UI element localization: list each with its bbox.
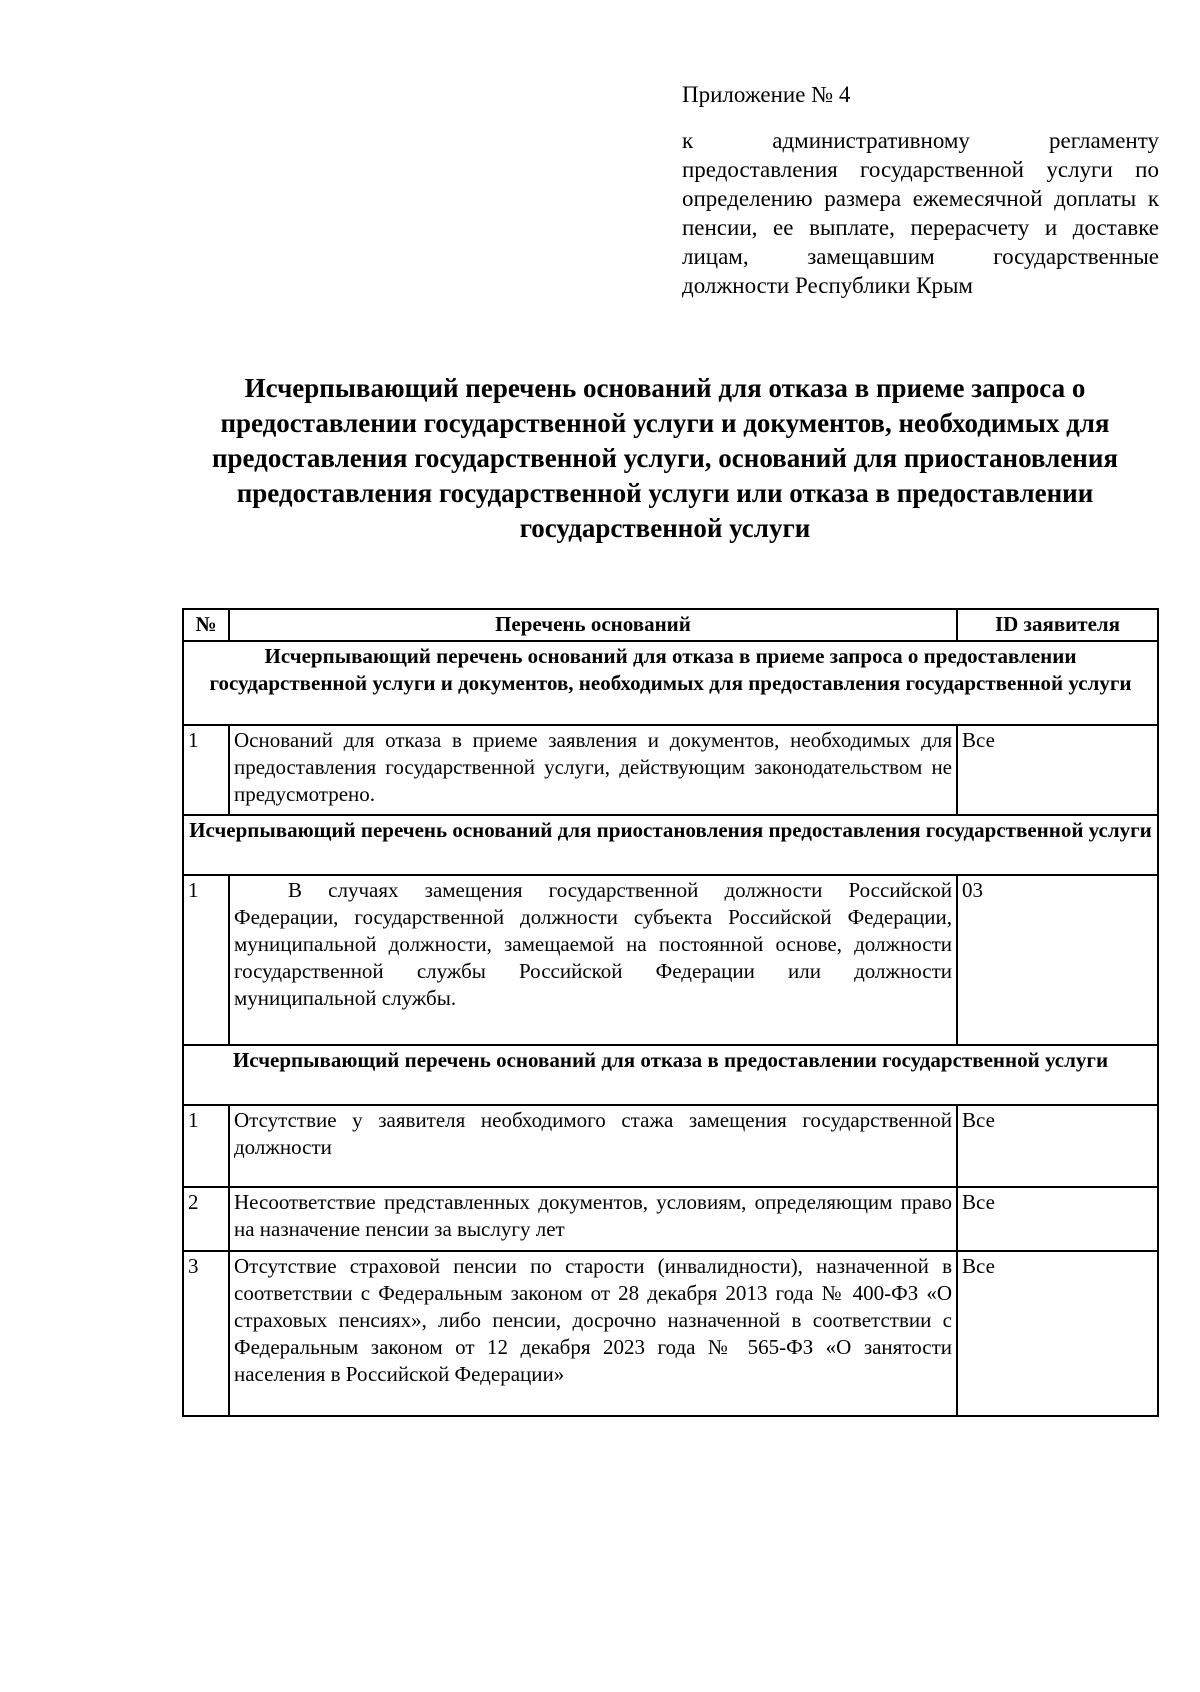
document-title: Исчерпывающий перечень оснований для отказа в приеме запроса о предоставлении государственной услуги и документов, необходимых для предоставления государственной услуги, оснований для приостановления предоставления государственной услуги или отказа в предоставлении государственной услуги bbox=[211, 373, 1118, 543]
row-applicant-id: Все bbox=[957, 1105, 1158, 1187]
table-row bbox=[183, 1251, 1158, 1416]
row-text: Отсутствие у заявителя необходимого стажа замещения государственной должности bbox=[229, 1105, 957, 1187]
section-title: Исчерпывающий перечень оснований для отказа в приеме запроса о предоставлении государственной услуги и документов, необходимых для предоставления государственной услуги bbox=[183, 641, 1158, 725]
appendix-title: Приложение № 4 bbox=[682, 82, 851, 107]
row-number: 1 bbox=[183, 725, 229, 815]
section-title: Исчерпывающий перечень оснований для приостановления предоставления государственной услуги bbox=[183, 815, 1158, 875]
row-text: Несоответствие представленных документов, условиям, определяющим право на назначение пенсии за выслугу лет bbox=[229, 1187, 957, 1251]
row-applicant-id: Все bbox=[957, 1187, 1158, 1251]
header-num: № bbox=[183, 609, 229, 641]
header-applicant-id: ID заявителя bbox=[957, 609, 1158, 641]
section-header-row bbox=[183, 815, 1158, 875]
section-title: Исчерпывающий перечень оснований для отказа в предоставлении государственной услуги bbox=[183, 1045, 1158, 1105]
table-row bbox=[183, 725, 1158, 815]
row-number: 3 bbox=[183, 1251, 229, 1416]
table-row bbox=[183, 1187, 1158, 1251]
row-number: 1 bbox=[183, 1105, 229, 1187]
row-applicant-id: Все bbox=[957, 1251, 1158, 1416]
row-text: В случаях замещения государственной должности Российской Федерации, государственной должности субъекта Российской Федерации, муниципальной должности, замещаемой на постоянной основе, должности государственной службы Российской Федерации или должности муниципальной службы. bbox=[229, 875, 957, 1045]
row-applicant-id: Все bbox=[957, 725, 1158, 815]
appendix-text: к административному регламенту предоставления государственной услуги по определению размера ежемесячной доплаты к пенсии, ее выплате, перерасчету и доставке лицам, замещавшим государственные должности Республики Крым bbox=[682, 128, 1159, 298]
section-header-row bbox=[183, 1045, 1158, 1105]
row-number: 1 bbox=[183, 875, 229, 1045]
table-header-row bbox=[183, 609, 1158, 641]
row-applicant-id: 03 bbox=[957, 875, 1158, 1045]
section-header-row bbox=[183, 641, 1158, 725]
table-row bbox=[183, 1105, 1158, 1187]
table-row bbox=[183, 875, 1158, 1045]
appendix-block bbox=[682, 80, 1159, 300]
header-grounds: Перечень оснований bbox=[229, 609, 957, 641]
row-text: Оснований для отказа в приеме заявления и документов, необходимых для предоставления государственной услуги, действующим законодательством не предусмотрено. bbox=[229, 725, 957, 815]
row-text: Отсутствие страховой пенсии по старости (инвалидности), назначенной в соответствии с Федеральным законом от 28 декабря 2013 года № 400-ФЗ «О страховых пенсиях», либо пенсии, досрочно назначенной в соответствии с Федеральным законом от 12 декабря 2023 года № 565-ФЗ «О занятости населения в Российской Федерации» bbox=[229, 1251, 957, 1416]
row-number: 2 bbox=[183, 1187, 229, 1251]
grounds-table bbox=[182, 608, 1159, 1417]
